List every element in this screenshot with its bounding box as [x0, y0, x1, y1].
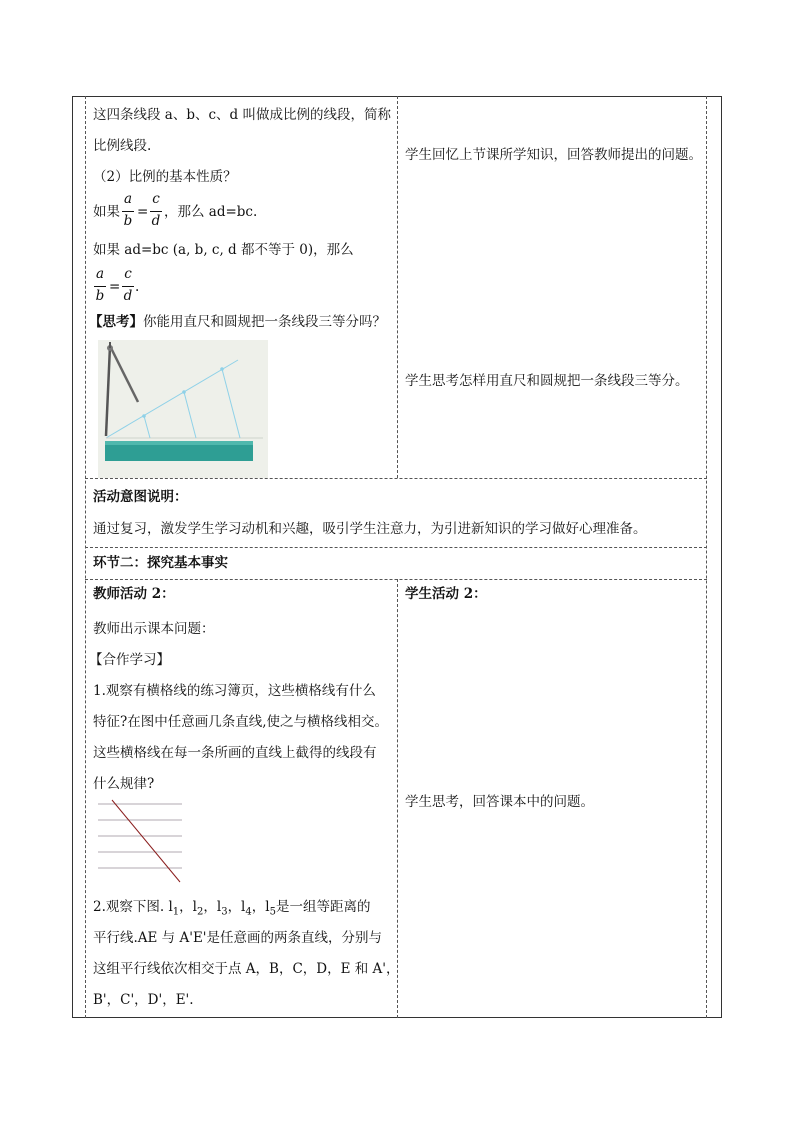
- row-divider: [85, 547, 707, 548]
- ruled-lines-figure: [96, 798, 186, 884]
- column-divider-top: [397, 96, 398, 478]
- row-divider: [85, 579, 707, 580]
- student-response: 学生回忆上节课所学知识，回答教师提出的问题。: [405, 147, 702, 163]
- text-line: 这组平行线依次相交于点 A，B，C，D，E 和 A'，: [93, 961, 400, 977]
- question-heading: （2）比例的基本性质？: [93, 169, 237, 185]
- intent-title: 活动意图说明：: [93, 489, 188, 505]
- diagonal-line: [112, 800, 180, 882]
- text-line: 教师出示课本问题：: [93, 621, 215, 637]
- student-response: 学生思考，回答课本中的问题。: [405, 794, 594, 810]
- equals-sign: =: [137, 204, 149, 220]
- text-line: 这些横格线在每一条所画的直线上截得的线段有: [93, 745, 377, 761]
- division-point: [182, 390, 186, 394]
- cooperative-learning-tag: 【合作学习】: [89, 652, 170, 668]
- intent-text: 通过复习，激发学生学习动机和兴趣，吸引学生注意力，为引进新知识的学习做好心理准备。: [93, 521, 647, 537]
- trisection-illustration: [98, 340, 268, 478]
- student-activity-title: 学生活动 2：: [405, 586, 487, 602]
- text-line: B'，C'，D'，E'.: [93, 992, 194, 1008]
- student-response: 学生思考怎样用直尺和圆规把一条线段三等分。: [405, 373, 689, 389]
- equals-sign: =: [109, 279, 121, 295]
- text-line: 如果 ad=bc (a, b, c, d 都不等于 0)，那么: [93, 242, 354, 258]
- text-line: 这四条线段 a、b、c、d 叫做成比例的线段，简称: [93, 107, 391, 123]
- division-point: [220, 367, 224, 371]
- text-line: 比例线段.: [93, 138, 152, 154]
- text-line: 什么规律?: [93, 776, 155, 792]
- division-point: [142, 414, 146, 418]
- text-line: 平行线.AE 与 A'E'是任意画的两条直线，分别与: [93, 930, 383, 946]
- column-divider-bottom: [397, 579, 398, 1018]
- text-line: 1.观察有横格线的练习簿页，这些横格线有什么: [93, 683, 376, 699]
- think-tag: 【思考】: [89, 314, 143, 330]
- row-divider: [85, 478, 707, 479]
- text-line: 2.观察下图. $l_1$，$l_2$，$l_3$，$l_4$，$l_5$是一组等距离的: [93, 899, 371, 918]
- text-line: 如果: [93, 204, 120, 220]
- text-line: ，那么 ad=bc.: [164, 204, 258, 220]
- teacher-activity-title: 教师活动 2：: [93, 586, 175, 602]
- period: .: [135, 279, 140, 295]
- think-text: 你能用直尺和圆规把一条线段三等分吗？: [143, 314, 386, 330]
- text-line: 特征?在图中任意画几条直线,使之与横格线相交。: [93, 714, 389, 730]
- think-prompt: [89, 313, 386, 331]
- section-title: 环节二：探究基本事实: [93, 555, 228, 571]
